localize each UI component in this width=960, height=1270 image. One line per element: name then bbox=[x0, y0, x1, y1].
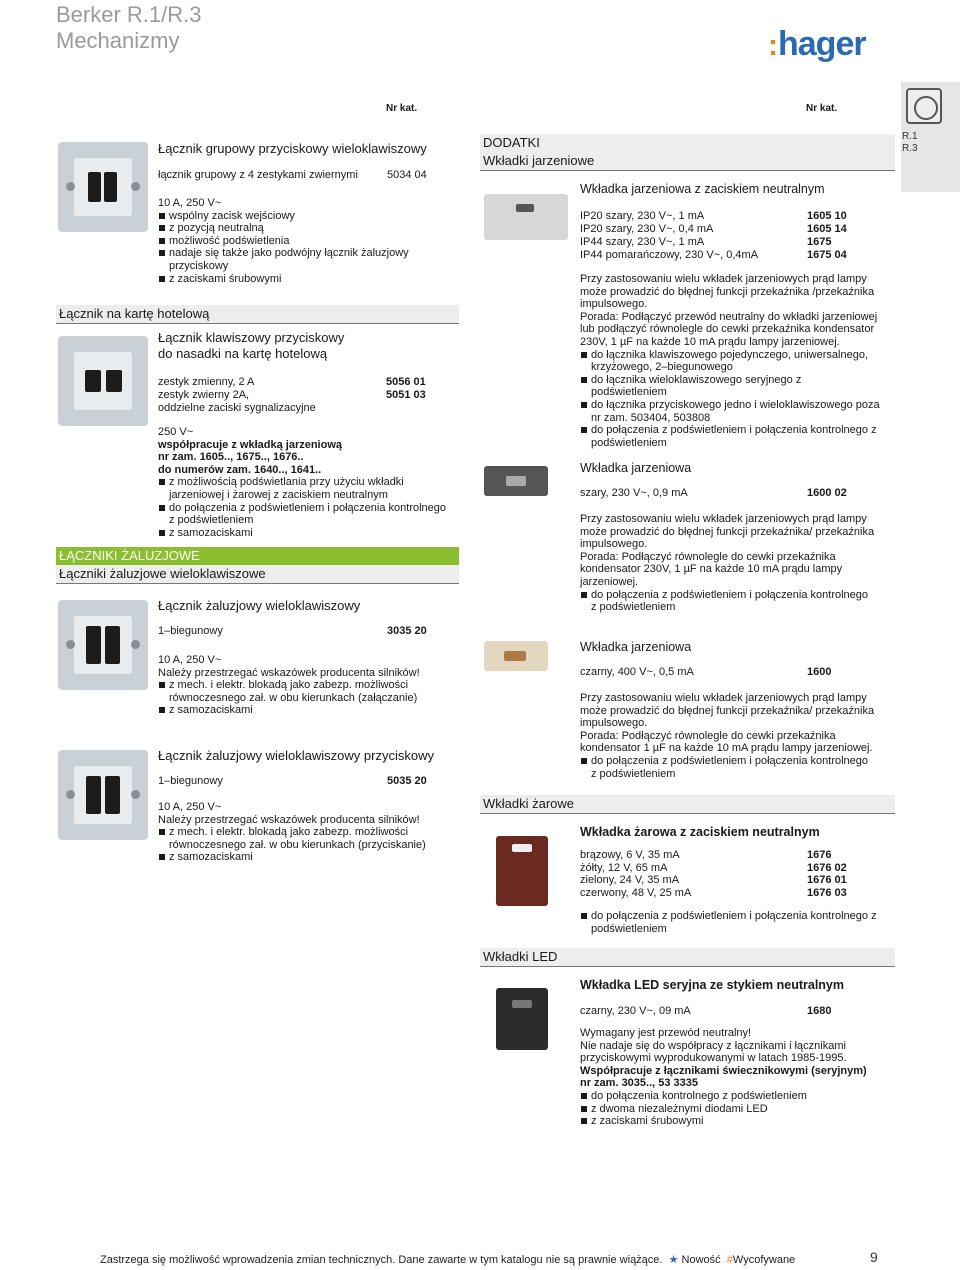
order-code: 1675 bbox=[807, 236, 832, 248]
order-code: 1680 bbox=[807, 1005, 832, 1017]
product-notes: Przy zastosowaniu wielu wkładek jarzeniowych prąd lampy może prowadzić do błędnej funkcji przekaźnika/ przekaźnika impulsowego. Porada: Podłączyć równolegle do cewki przekaźnika kondensator 230V, 1 µF na każde 10 mA prądu lampy jarzeniowej. do połączenia z podświetleniem i połączenia kontrolnego z podświetleniem bbox=[580, 513, 875, 614]
hager-logo: :hager bbox=[768, 25, 866, 63]
product-row-label: zielony, 24 V, 35 mA bbox=[580, 874, 680, 886]
side-tab-label: R.1 R.3 bbox=[902, 131, 918, 154]
order-code: 5051 03 bbox=[386, 389, 426, 401]
product-row-label: 1–biegunowy bbox=[158, 625, 223, 637]
title-line-2: Mechanizmy bbox=[56, 28, 180, 53]
product-photo-hotel bbox=[58, 336, 148, 426]
order-code: 5034 04 bbox=[387, 169, 427, 181]
product-row-label: czarny, 230 V~, 09 mA bbox=[580, 1005, 691, 1017]
section-header-accessories: DODATKI Wkładki jarzeniowe bbox=[480, 134, 895, 171]
nr-kat-left: Nr kat. bbox=[386, 103, 418, 114]
feature-list: wspólny zacisk wejściowy z pozycją neutralną możliwość podświetlenia nadaje się także jako podwójny łącznik żaluzjowy przyciskowy z zaciskami śrubowymi bbox=[158, 210, 448, 286]
order-code: 1676 bbox=[807, 849, 832, 861]
product-photo-5034 bbox=[58, 142, 148, 232]
product-notes: Przy zastosowaniu wielu wkładek jarzeniowych prąd lampy może prowadzić do błędnej funkcji przekaźnika/ przekaźnika impulsowego. Porada: Podłączyć równolegle do cewki przekaźnika kondensator 1 µF na każde 10 mA prądu lampy jarzeniowej. do połączenia z podświetleniem i połączenia kontrolnego z podświetleniem bbox=[580, 692, 875, 780]
product-row-label: 1–biegunowy bbox=[158, 775, 223, 787]
product-row-label: zestyk zwierny 2A, bbox=[158, 389, 250, 401]
product-photo-1600-02 bbox=[484, 466, 548, 496]
order-code: 1600 02 bbox=[807, 487, 847, 499]
product-notes bbox=[580, 910, 880, 935]
product-specs: 10 A, 250 V~ wspólny zacisk wejściowy z pozycją neutralną możliwość podświetlenia nadaje się także jako podwójny łącznik żaluzjowy przyciskowy z zaciskami śrubowymi bbox=[158, 197, 448, 285]
product-row-label: łącznik grupowy z 4 zestykami zwiernymi bbox=[158, 169, 358, 181]
product-photo-1676 bbox=[496, 836, 548, 906]
order-code: 1676 01 bbox=[807, 874, 847, 886]
product-specs: 250 V~ współpracuje z wkładką jarzeniową nr zam. 1605.., 1675.., 1676.. do numerów zam. 1640.., 1641.. z możliwością podświetlania przy użyciu wkładki jarzeniowej i żarowej z zaciskiem neutralnym do połączenia z podświetleniem i połączenia kontrolnego z podświetleniem z samozaciskami bbox=[158, 426, 453, 539]
feature-list: do połączenia z podświetleniem i połączenia kontrolnego z podświetleniem bbox=[580, 755, 875, 780]
product-photo-1600 bbox=[484, 641, 548, 671]
product-row-label: IP20 szary, 230 V~, 1 mA bbox=[580, 210, 705, 222]
order-code: 3035 20 bbox=[387, 625, 427, 637]
section-header-led: Wkładki LED bbox=[480, 948, 895, 967]
section-header-blinds: ŁĄCZNIKI ŻALUZJOWE Łączniki żaluzjowe wieloklawiszowe bbox=[56, 547, 459, 584]
product-title: Wkładka jarzeniowa z zaciskiem neutralnym bbox=[580, 182, 825, 196]
product-photo-1605 bbox=[484, 194, 568, 240]
product-notes: Przy zastosowaniu wielu wkładek jarzeniowych prąd lampy może prowadzić do błędnej funkcji przekaźnika /przekaźnika impulsowego. Porada: Podłączyć przewód neutralny do wkładki jarzeniowej lub podłączyć równolegle do cewki przekaźnika kondensator 230V, 1 µF na każde 10 mA prądu lampy jarzeniowej. do łącznika klawiszowego pojedynczego, uniwersalnego, krzyżowego, 2–biegunowego do łącznika wieloklawiszowego seryjnego z podświetleniem do łącznika przyciskowego jedno i wieloklawiszowego poza nr zam. 503404, 503808 do połączenia z podświetleniem i połączenia kontrolnego z podświetleniem bbox=[580, 273, 880, 449]
order-code: 1605 14 bbox=[807, 223, 847, 235]
order-code: 1675 04 bbox=[807, 249, 847, 261]
product-title: Łącznik grupowy przyciskowy wieloklawiszowy bbox=[158, 141, 427, 156]
switch-frame-icon bbox=[906, 88, 942, 124]
order-code: 5035 20 bbox=[387, 775, 427, 787]
product-title: Łącznik żaluzjowy wieloklawiszowy bbox=[158, 598, 361, 613]
order-code: 1605 10 bbox=[807, 210, 847, 222]
order-code: 1676 02 bbox=[807, 862, 847, 874]
product-title: Łącznik żaluzjowy wieloklawiszowy przyciskowy bbox=[158, 748, 434, 763]
page-title bbox=[56, 2, 202, 54]
order-code: 1600 bbox=[807, 666, 832, 678]
order-code: 1676 03 bbox=[807, 887, 847, 899]
footer-disclaimer: Zastrzega się możliwość wprowadzenia zmian technicznych. Dane zawarte w tym katalogu nie są prawnie wiążące. ★ Nowość #Wycofywane bbox=[100, 1254, 796, 1266]
product-row-label: czarny, 400 V~, 0,5 mA bbox=[580, 666, 694, 678]
product-row-label: zestyk zmienny, 2 A bbox=[158, 376, 255, 388]
page-number: 9 bbox=[870, 1249, 878, 1265]
product-specs: 10 A, 250 V~ Należy przestrzegać wskazówek producenta silników! z mech. i elektr. blokadą jako zabezp. możliwości równoczesnego zał. w obu kierunkach (przyciskanie) z samozaciskami bbox=[158, 801, 453, 864]
section-header-incandescent: Wkładki żarowe bbox=[480, 795, 895, 814]
product-title: Wkładka jarzeniowa bbox=[580, 640, 692, 654]
product-photo-5035 bbox=[58, 750, 148, 840]
feature-list: do połączenia z podświetleniem i połączenia kontrolnego z podświetleniem bbox=[580, 589, 875, 614]
feature-list: do połączenia z podświetleniem i połączenia kontrolnego z podświetleniem bbox=[580, 910, 880, 935]
order-code: 5056 01 bbox=[386, 376, 426, 388]
feature-list: do połączenia kontrolnego z podświetleniem z dwoma niezależnymi diodami LED z zaciskami śrubowymi bbox=[580, 1090, 875, 1128]
product-specs: 10 A, 250 V~ Należy przestrzegać wskazówek producenta silników! z mech. i elektr. blokadą jako zabezp. możliwości równoczesnego zał. w obu kierunkach (załączanie) z samozaciskami bbox=[158, 654, 453, 717]
product-title: Wkładka żarowa z zaciskiem neutralnym bbox=[580, 825, 820, 839]
withdrawn-hash-icon: # bbox=[726, 1254, 733, 1266]
product-notes: Wymagany jest przewód neutralny! Nie nadaje się do współpracy z łącznikami i łącznikami przyciskowymi wyprodukowanymi w latach 1985-1995. Współpracuje z łącznikami świecznikowymi (seryjnym) nr zam. 3035.., 53 3335 do połączenia kontrolnego z podświetleniem z dwoma niezależnymi diodami LED z zaciskami śrubowymi bbox=[580, 1027, 875, 1128]
feature-list: z mech. i elektr. blokadą jako zabezp. możliwości równoczesnego zał. w obu kierunkach (załączanie) z samozaciskami bbox=[158, 679, 453, 717]
product-row-label: szary, 230 V~, 0,9 mA bbox=[580, 487, 688, 499]
product-title: Wkładka jarzeniowa bbox=[580, 461, 692, 475]
product-row-label: brązowy, 6 V, 35 mA bbox=[580, 849, 680, 861]
product-row-label: czerwony, 48 V, 25 mA bbox=[580, 887, 692, 899]
product-title: Łącznik klawiszowy przyciskowy do nasadki na kartę hotelową bbox=[158, 330, 345, 361]
product-row-label: IP44 pomarańczowy, 230 V~, 0,4mA bbox=[580, 249, 759, 261]
product-photo-3035 bbox=[58, 600, 148, 690]
product-row-label: IP44 szary, 230 V~, 1 mA bbox=[580, 236, 705, 248]
product-row-note: oddzielne zaciski sygnalizacyjne bbox=[158, 402, 316, 414]
section-header-hotel: Łącznik na kartę hotelową bbox=[56, 305, 459, 324]
product-row-label: żółty, 12 V, 65 mA bbox=[580, 862, 668, 874]
title-line-1: Berker R.1/R.3 bbox=[56, 2, 202, 27]
product-photo-1680 bbox=[496, 988, 548, 1050]
product-row-label: IP20 szary, 230 V~, 0,4 mA bbox=[580, 223, 714, 235]
feature-list: do łącznika klawiszowego pojedynczego, uniwersalnego, krzyżowego, 2–biegunowego do łącznika wieloklawiszowego seryjnego z podświetleniem do łącznika przyciskowego jedno i wieloklawiszowego poza nr zam. 503404, 503808 do połączenia z podświetleniem i połączenia kontrolnego z podświetleniem bbox=[580, 349, 880, 450]
feature-list: z mech. i elektr. blokadą jako zabezp. możliwości równoczesnego zał. w obu kierunkach (przyciskanie) z samozaciskami bbox=[158, 826, 453, 864]
product-title: Wkładka LED seryjna ze stykiem neutralnym bbox=[580, 978, 844, 992]
feature-list: z możliwością podświetlania przy użyciu wkładki jarzeniowej i żarowej z zaciskiem neutralnym do połączenia z podświetleniem i połączenia kontrolnego z podświetleniem z samozaciskami bbox=[158, 476, 453, 539]
nr-kat-right: Nr kat. bbox=[806, 103, 838, 114]
new-star-icon: ★ bbox=[668, 1254, 679, 1266]
